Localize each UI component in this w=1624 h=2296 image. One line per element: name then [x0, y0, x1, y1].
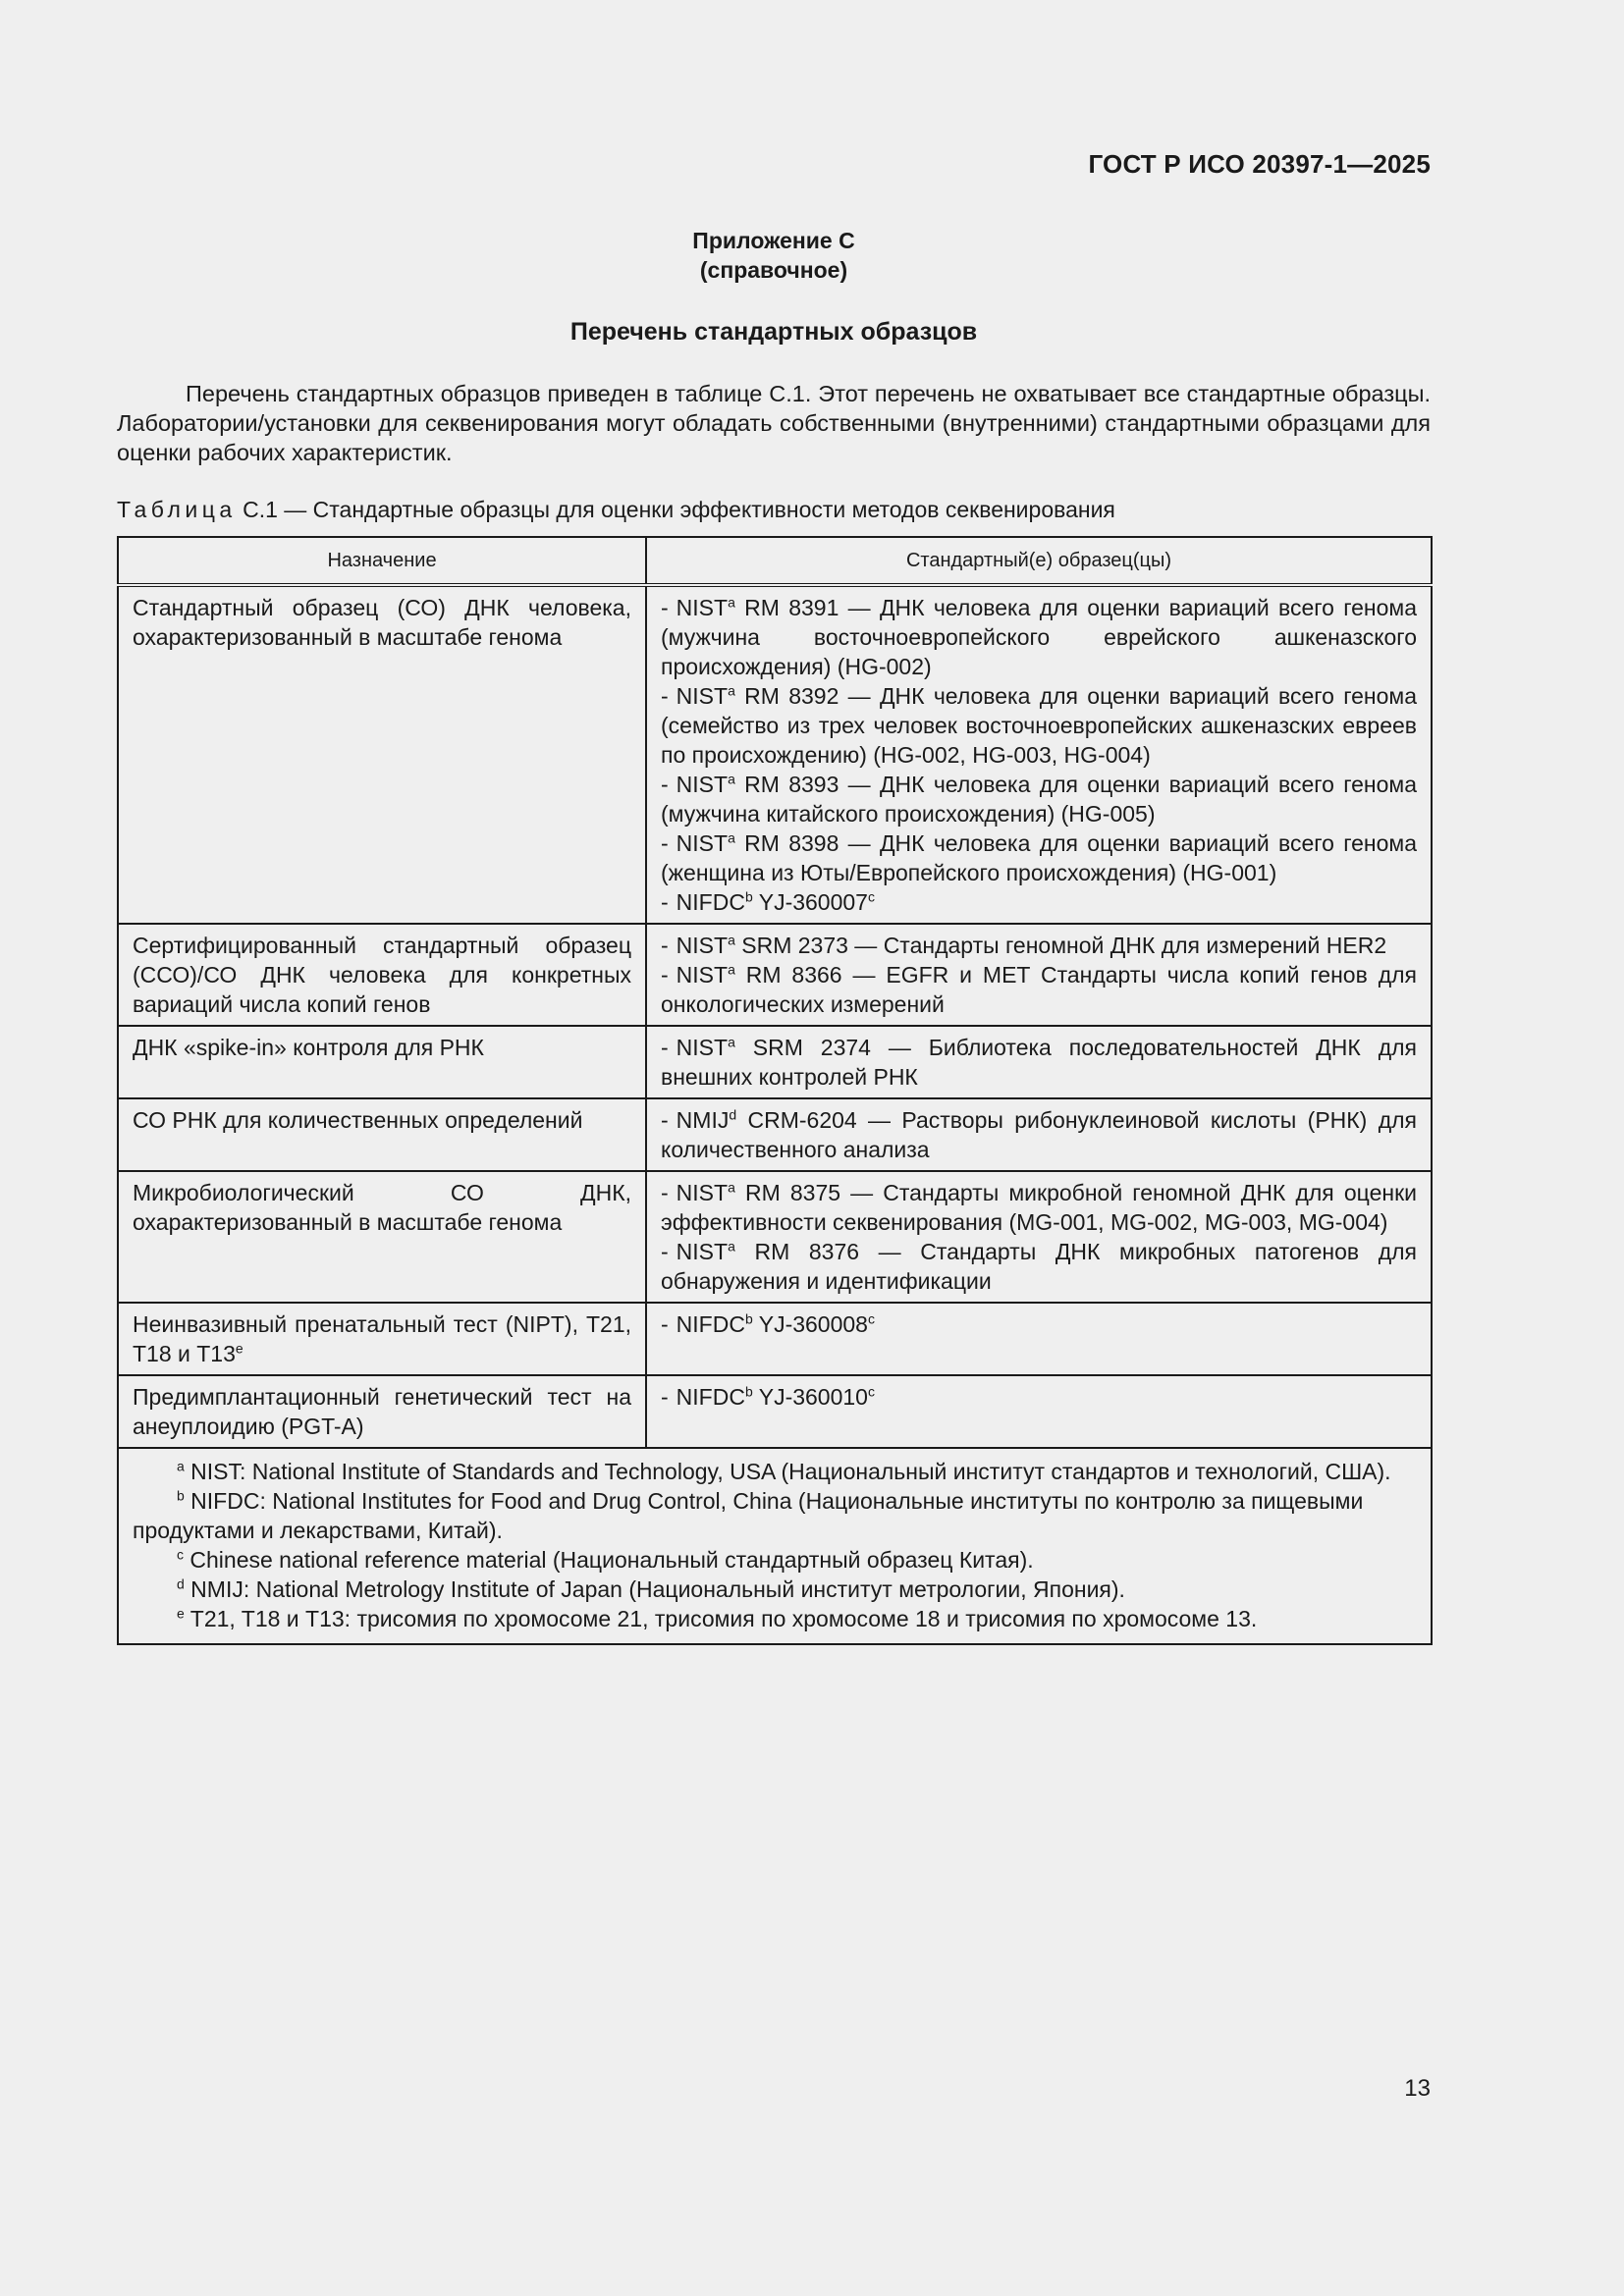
table-row: [118, 1375, 1432, 1448]
table-row: [118, 1098, 1432, 1171]
samples-cell: [646, 585, 1432, 924]
sample-org: NIST: [676, 1180, 729, 1205]
footnote-marker: b: [744, 1310, 753, 1327]
purpose-cell: [118, 1098, 646, 1171]
list-dash: -: [661, 1180, 669, 1205]
footnote-marker: c: [867, 1383, 875, 1400]
annex-title: Приложение С: [692, 228, 855, 253]
purpose-cell: [118, 1303, 646, 1375]
footnote-marker: a: [728, 961, 735, 978]
footnote-marker: a: [728, 1034, 735, 1050]
header-purpose: Назначение: [118, 537, 646, 585]
sample-text: SRM 2374 — Библиотека последовательностей ДНК для внешних контролей РНК: [661, 1035, 1417, 1090]
annex-subtitle: (справочное): [699, 257, 848, 283]
document-page: [117, 0, 1431, 2296]
footnote-marker: b: [744, 888, 753, 905]
list-dash: -: [661, 1311, 669, 1337]
footnote-marker: c: [867, 1310, 875, 1327]
list-dash: -: [661, 933, 669, 958]
list-dash: -: [661, 830, 669, 856]
sample-item: [661, 1033, 1417, 1092]
footnote-marker: a: [728, 771, 735, 787]
sample-org: NIST: [676, 772, 729, 797]
footnotes-row: [118, 1448, 1432, 1644]
footnote-marker: a: [177, 1458, 185, 1474]
sample-org: NIFDC: [676, 1384, 745, 1410]
header-samples: Стандартный(е) образец(цы): [646, 537, 1432, 585]
sample-item: [661, 931, 1417, 960]
sample-item: [661, 1178, 1417, 1237]
sample-text: YJ-360010: [752, 1384, 868, 1410]
sample-text: RM 8393 — ДНК человека для оценки вариаций всего генома (мужчина китайского происхождения) (HG-005): [661, 772, 1417, 827]
footnote: [133, 1486, 1417, 1545]
footnote-marker: a: [728, 1179, 735, 1196]
table-header-row: [118, 537, 1432, 585]
footnote-marker: a: [728, 829, 735, 846]
sample-item: [661, 1105, 1417, 1164]
samples-cell: [646, 1026, 1432, 1098]
footnote: [133, 1545, 1417, 1575]
footnote-text: T21, T18 и T13: трисомия по хромосоме 21, трисомия по хромосоме 18 и трисомия по хромосоме 13.: [184, 1606, 1258, 1631]
reference-materials-table: [117, 536, 1433, 1645]
sample-org: NIST: [676, 830, 729, 856]
footnote-marker: b: [177, 1487, 185, 1504]
sample-text: RM 8391 — ДНК человека для оценки вариаций всего генома (мужчина восточноевропейского еврейского ашкеназского происхождения) (HG-002): [661, 595, 1417, 679]
table-row: [118, 1171, 1432, 1303]
purpose-text: ДНК «spike-in» контроля для РНК: [133, 1035, 484, 1060]
sample-org: NIST: [676, 683, 729, 709]
list-dash: -: [661, 889, 669, 915]
sample-text: RM 8366 — EGFR и MET Стандарты числа копий генов для онкологических измерений: [661, 962, 1417, 1017]
purpose-text: Микробиологический СО ДНК, охарактеризованный в масштабе генома: [133, 1180, 631, 1235]
footnote-marker: a: [728, 1238, 735, 1255]
sample-text: RM 8398 — ДНК человека для оценки вариаций всего генома (женщина из Юты/Европейского происхождения) (HG-001): [661, 830, 1417, 885]
samples-cell: [646, 1098, 1432, 1171]
purpose-text: Предимплантационный генетический тест на анеуплоидию (PGT-A): [133, 1384, 631, 1439]
footnote-marker: a: [728, 932, 735, 948]
purpose-text: Стандартный образец (СО) ДНК человека, охарактеризованный в масштабе генома: [133, 595, 631, 650]
purpose-cell: [118, 1026, 646, 1098]
list-dash: -: [661, 1107, 669, 1133]
sample-org: NIST: [676, 933, 729, 958]
purpose-text: Сертифицированный стандартный образец (ССО)/СО ДНК человека для конкретных вариаций числа копий генов: [133, 933, 631, 1017]
sample-item: [661, 770, 1417, 828]
sample-text: CRM-6204 — Растворы рибонуклеиновой кислоты (РНК) для количественного анализа: [661, 1107, 1417, 1162]
sample-org: NIST: [676, 1239, 729, 1264]
sample-org: NIST: [676, 1035, 729, 1060]
footnote-marker: c: [867, 888, 875, 905]
table-caption: [117, 495, 1431, 524]
sample-item: [661, 1309, 1417, 1339]
footnotes-cell: [118, 1448, 1432, 1644]
table-caption-text: С.1 — Стандартные образцы для оценки эффективности методов секвенирования: [236, 497, 1115, 522]
list-dash: -: [661, 1384, 669, 1410]
purpose-cell: [118, 1171, 646, 1303]
purpose-cell: [118, 585, 646, 924]
samples-cell: [646, 1303, 1432, 1375]
sample-item: [661, 887, 1417, 917]
sample-text: RM 8392 — ДНК человека для оценки вариаций всего генома (семейство из трех человек восточноевропейских ашкеназских евреев по происхождению) (HG-002, HG-003, HG-004): [661, 683, 1417, 768]
footnote-marker: e: [235, 1340, 244, 1357]
sample-item: [661, 828, 1417, 887]
footnote: [133, 1604, 1417, 1633]
footnote-marker: b: [744, 1383, 753, 1400]
sample-item: [661, 1237, 1417, 1296]
sample-org: NIFDC: [676, 889, 745, 915]
table-row: [118, 585, 1432, 924]
table-row: [118, 924, 1432, 1026]
list-dash: -: [661, 595, 669, 620]
footnote-marker: d: [177, 1575, 185, 1592]
footnote-text: NIST: National Institute of Standards and Technology, USA (Национальный институт стандартов и технологий, США).: [184, 1459, 1391, 1484]
sample-text: SRM 2373 — Стандарты геномной ДНК для измерений HER2: [734, 933, 1387, 958]
table-caption-label: Таблица: [117, 497, 237, 522]
sample-org: NIST: [676, 962, 729, 988]
sample-item: [661, 1382, 1417, 1412]
sample-item: [661, 593, 1417, 681]
footnote: [133, 1457, 1417, 1486]
purpose-cell: [118, 924, 646, 1026]
purpose-text: Неинвазивный пренатальный тест (NIPT), T21, T18 и T13: [133, 1311, 631, 1366]
table-row: [118, 1303, 1432, 1375]
samples-cell: [646, 1171, 1432, 1303]
sample-text: RM 8376 — Стандарты ДНК микробных патогенов для обнаружения и идентификации: [661, 1239, 1417, 1294]
purpose-cell: [118, 1375, 646, 1448]
section-title: Перечень стандартных образцов: [569, 318, 978, 346]
footnote: [133, 1575, 1417, 1604]
footnote-text: Chinese national reference material (Национальный стандартный образец Китая).: [184, 1547, 1034, 1573]
footnote-text: NIFDC: National Institutes for Food and Drug Control, China (Национальные институты по контролю за пищевыми продуктами и лекарствами, Китай).: [133, 1488, 1364, 1543]
footnote-text: NMIJ: National Metrology Institute of Japan (Национальный институт метрологии, Япония).: [184, 1576, 1125, 1602]
sample-org: NMIJ: [676, 1107, 730, 1133]
annex-heading: [117, 226, 1431, 285]
footnote-marker: a: [728, 594, 735, 611]
sample-text: YJ-360008: [752, 1311, 868, 1337]
purpose-text: СО РНК для количественных определений: [133, 1107, 583, 1133]
list-dash: -: [661, 683, 669, 709]
list-dash: -: [661, 772, 669, 797]
footnote-marker: e: [177, 1605, 185, 1622]
intro-paragraph: Перечень стандартных образцов приведен в таблице С.1. Этот перечень не охватывает все стандартные образцы. Лаборатории/установки для секвенирования могут обладать собственными (внутренними) стандартными образцами для оценки рабочих характеристик.: [117, 381, 1431, 465]
table-row: [118, 1026, 1432, 1098]
page-number: 13: [1404, 2075, 1431, 2102]
document-id: ГОСТ Р ИСО 20397-1—2025: [1088, 149, 1431, 179]
sample-org: NIFDC: [676, 1311, 745, 1337]
list-dash: -: [661, 1035, 669, 1060]
samples-cell: [646, 1375, 1432, 1448]
samples-cell: [646, 924, 1432, 1026]
list-dash: -: [661, 1239, 669, 1264]
sample-item: [661, 681, 1417, 770]
footnote-marker: c: [177, 1546, 184, 1563]
sample-item: [661, 960, 1417, 1019]
sample-text: RM 8375 — Стандарты микробной геномной ДНК для оценки эффективности секвенирования (MG-001, MG-002, MG-003, MG-004): [661, 1180, 1417, 1235]
footnote-marker: d: [729, 1106, 737, 1123]
footnote-marker: a: [728, 682, 735, 699]
sample-text: YJ-360007: [752, 889, 868, 915]
list-dash: -: [661, 962, 669, 988]
sample-org: NIST: [676, 595, 729, 620]
